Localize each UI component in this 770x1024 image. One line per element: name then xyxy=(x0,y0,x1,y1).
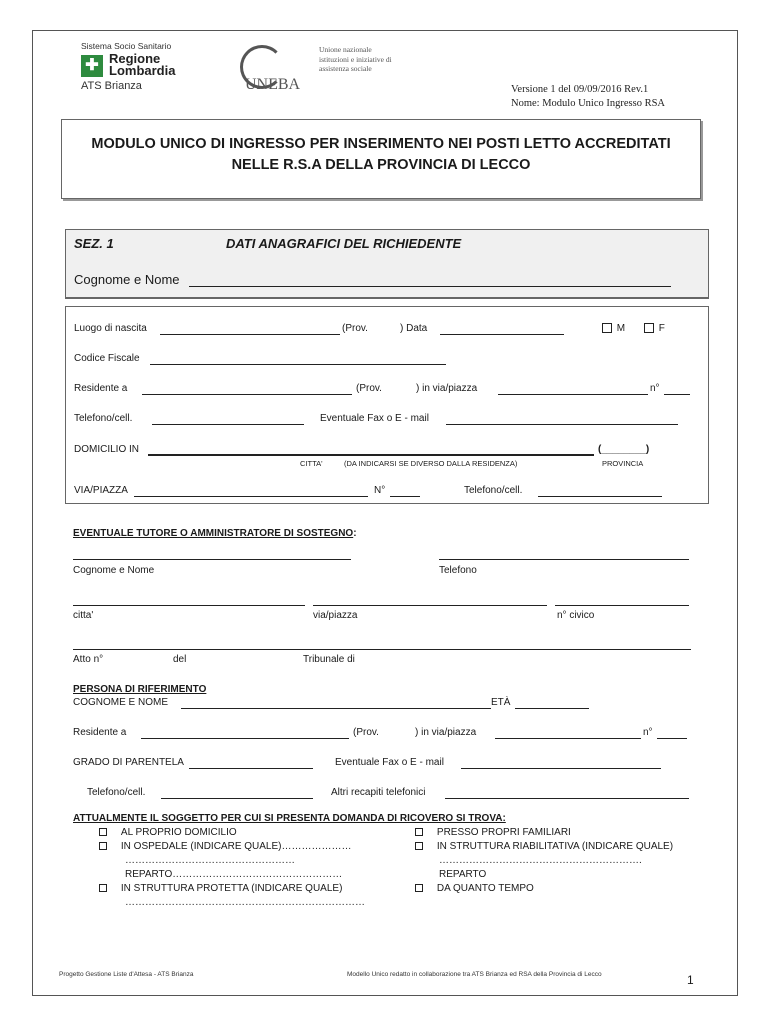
footer-left: Progetto Gestione Liste d'Attesa - ATS Brianza xyxy=(59,971,194,978)
city-note: CITTA' xyxy=(300,459,323,468)
regione-lombardia-logo-icon: ✚ xyxy=(81,55,103,77)
guardian-heading-colon: : xyxy=(353,528,357,539)
reference-street-label: ) in via/piazza xyxy=(415,727,477,738)
reference-age-field[interactable] xyxy=(515,708,589,709)
rehab-dots[interactable]: ……………………………………………………. xyxy=(439,855,642,866)
checkbox-icon[interactable] xyxy=(415,884,423,892)
checkbox-icon[interactable] xyxy=(99,842,107,850)
sex-f-label: F xyxy=(658,323,665,334)
guardian-street-field[interactable] xyxy=(313,605,547,606)
reference-age-label: ETÀ xyxy=(491,697,511,708)
guardian-heading-text: EVENTUALE TUTORE O AMMINISTRATORE DI SOSTEGNO xyxy=(73,528,354,539)
checkbox-icon[interactable] xyxy=(99,828,107,836)
tax-code-field[interactable] xyxy=(150,364,446,365)
tribunal-label: Tribunale di xyxy=(303,654,355,665)
option-duration[interactable] xyxy=(415,883,534,894)
guardian-number-field[interactable] xyxy=(555,605,689,606)
residence-field[interactable] xyxy=(142,394,352,395)
reference-residence-label: Residente a xyxy=(73,727,127,738)
checkbox-icon[interactable] xyxy=(415,842,423,850)
form-title-line2: NELLE R.S.A DELLA PROVINCIA DI LECCO xyxy=(231,157,531,173)
street-field[interactable] xyxy=(134,496,368,497)
cognome-nome-label: Cognome e Nome xyxy=(74,272,180,287)
logo-region-text xyxy=(109,53,175,77)
street-number-label: N° xyxy=(374,485,386,496)
act-number-label: Atto n° xyxy=(73,654,104,665)
domicile-note: (DA INDICARSI SE DIVERSO DALLA RESIDENZA) xyxy=(344,459,518,468)
guardian-heading xyxy=(73,523,357,541)
sex-f-option[interactable] xyxy=(644,323,665,334)
logo-system-text: Sistema Socio Sanitario xyxy=(81,41,172,51)
checkbox-icon[interactable] xyxy=(644,323,654,333)
form-page xyxy=(32,30,738,996)
reference-heading: PERSONA DI RIFERIMENTO xyxy=(73,684,207,695)
tax-code-label: Codice Fiscale xyxy=(74,353,140,364)
option-protected-facility-label: IN STRUTTURA PROTETTA (INDICARE QUALE) xyxy=(120,883,343,894)
uneba-description: Unione nazionale istituzioni e iniziative di assistenza sociale xyxy=(319,45,392,73)
logo-region-line1: Regione xyxy=(109,51,161,66)
date-label: ) Data xyxy=(400,323,428,334)
province-note: PROVINCIA xyxy=(602,459,644,468)
logo-region-line2: Lombardia xyxy=(109,63,176,78)
fax-email-label: Eventuale Fax o E - mail xyxy=(320,413,429,424)
option-home[interactable] xyxy=(99,827,237,838)
domicile-label: DOMICILIO IN xyxy=(74,444,140,455)
act-date-label: del xyxy=(173,654,187,665)
other-phones-label: Altri recapiti telefonici xyxy=(331,787,426,798)
section-title: DATI ANAGRAFICI DEL RICHIEDENTE xyxy=(226,236,462,251)
sex-m-option[interactable] xyxy=(602,323,625,334)
residence-street-field[interactable] xyxy=(498,394,648,395)
prov-label: (Prov. xyxy=(342,323,368,334)
section1-header xyxy=(65,229,709,299)
option-protected-facility[interactable] xyxy=(99,883,342,894)
uneba-word: UNEBA xyxy=(245,76,301,93)
reference-name-field[interactable] xyxy=(181,708,491,709)
phone-field[interactable] xyxy=(152,424,304,425)
phone2-label: Telefono/cell. xyxy=(464,485,523,496)
reference-fax-label: Eventuale Fax o E - mail xyxy=(335,757,444,768)
option-rehab-label: IN STRUTTURA RIABILITATIVA (INDICARE QUALE) xyxy=(436,841,674,852)
residence-number-label: n° xyxy=(650,383,660,394)
option-family[interactable] xyxy=(415,827,571,838)
reference-prov-label: (Prov. xyxy=(353,727,379,738)
birthplace-field[interactable] xyxy=(160,334,340,335)
guardian-name-field[interactable] xyxy=(73,559,351,560)
guardian-city-label: citta' xyxy=(73,610,94,621)
option-hospital-label: IN OSPEDALE (INDICARE QUALE)………………… xyxy=(120,841,352,852)
birthplace-label: Luogo di nascita xyxy=(74,323,147,334)
reference-phone-field[interactable] xyxy=(161,798,313,799)
current-location-heading: ATTUALMENTE IL SOGGETTO PER CUI SI PRESENTA DOMANDA DI RICOVERO SI TROVA: xyxy=(73,813,506,824)
relationship-field[interactable] xyxy=(189,768,313,769)
other-phones-field[interactable] xyxy=(445,798,689,799)
section-number: SEZ. 1 xyxy=(74,236,114,251)
protected-facility-dots[interactable]: ……………………………………………………………… xyxy=(125,897,365,908)
version-line: Versione 1 del 09/09/2016 Rev.1 xyxy=(511,84,649,95)
birthdate-field[interactable] xyxy=(440,334,564,335)
guardian-name-label: Cognome e Nome xyxy=(73,565,155,576)
fax-email-field[interactable] xyxy=(446,424,678,425)
guardian-act-field[interactable] xyxy=(73,649,691,650)
version-info xyxy=(511,83,665,111)
guardian-city-field[interactable] xyxy=(73,605,305,606)
residence-number-field[interactable] xyxy=(664,394,690,395)
option-duration-label: DA QUANTO TEMPO xyxy=(436,883,534,894)
guardian-number-label: n° civico xyxy=(557,610,595,621)
reference-street-field[interactable] xyxy=(495,738,641,739)
relationship-label: GRADO DI PARENTELA xyxy=(73,757,184,768)
form-title-box xyxy=(61,119,701,199)
street-label: VIA/PIAZZA xyxy=(74,485,128,496)
guardian-street-label: via/piazza xyxy=(313,610,358,621)
reference-phone-label: Telefono/cell. xyxy=(87,787,146,798)
hospital-ward-label[interactable]: REPARTO…………………………………………… xyxy=(125,869,343,880)
phone-label: Telefono/cell. xyxy=(74,413,133,424)
rehab-ward-label[interactable]: REPARTO xyxy=(439,869,487,880)
residence-label: Residente a xyxy=(74,383,128,394)
page-number: 1 xyxy=(687,973,694,987)
option-home-label: AL PROPRIO DOMICILIO xyxy=(120,827,237,838)
phone2-field[interactable] xyxy=(538,496,662,497)
checkbox-icon[interactable] xyxy=(602,323,612,333)
street-number-field[interactable] xyxy=(390,496,420,497)
guardian-phone-field[interactable] xyxy=(439,559,689,560)
domicile-field[interactable] xyxy=(148,454,594,456)
option-rehab[interactable] xyxy=(415,841,673,852)
guardian-phone-label: Telefono xyxy=(439,565,477,576)
checkbox-icon[interactable] xyxy=(99,884,107,892)
logo-ats-text: ATS Brianza xyxy=(81,80,142,92)
document-name-line: Nome: Modulo Unico Ingresso RSA xyxy=(511,98,665,109)
footer-right: Modello Unico redatto in collaborazione tra ATS Brianza ed RSA della Provincia di Lecco xyxy=(347,971,602,978)
residence-street-label: ) in via/piazza xyxy=(416,383,478,394)
domicile-prov-field[interactable]: (________) xyxy=(598,444,650,455)
reference-fax-field[interactable] xyxy=(461,768,661,769)
reference-residence-field[interactable] xyxy=(141,738,349,739)
sex-m-label: M xyxy=(616,323,626,334)
checkbox-icon[interactable] xyxy=(415,828,423,836)
applicant-details-box xyxy=(65,306,709,504)
residence-prov-label: (Prov. xyxy=(356,383,382,394)
form-title-line1: MODULO UNICO DI INGRESSO PER INSERIMENTO NEI POSTI LETTO ACCREDITATI xyxy=(91,136,671,152)
hospital-dots: …………………………………………… xyxy=(125,855,295,866)
reference-number-field[interactable] xyxy=(657,738,687,739)
reference-number-label: n° xyxy=(643,727,653,738)
option-family-label: PRESSO PROPRI FAMILIARI xyxy=(436,827,571,838)
option-hospital[interactable] xyxy=(99,841,352,852)
reference-name-label: COGNOME E NOME xyxy=(73,697,169,708)
cognome-nome-field[interactable] xyxy=(189,286,671,287)
